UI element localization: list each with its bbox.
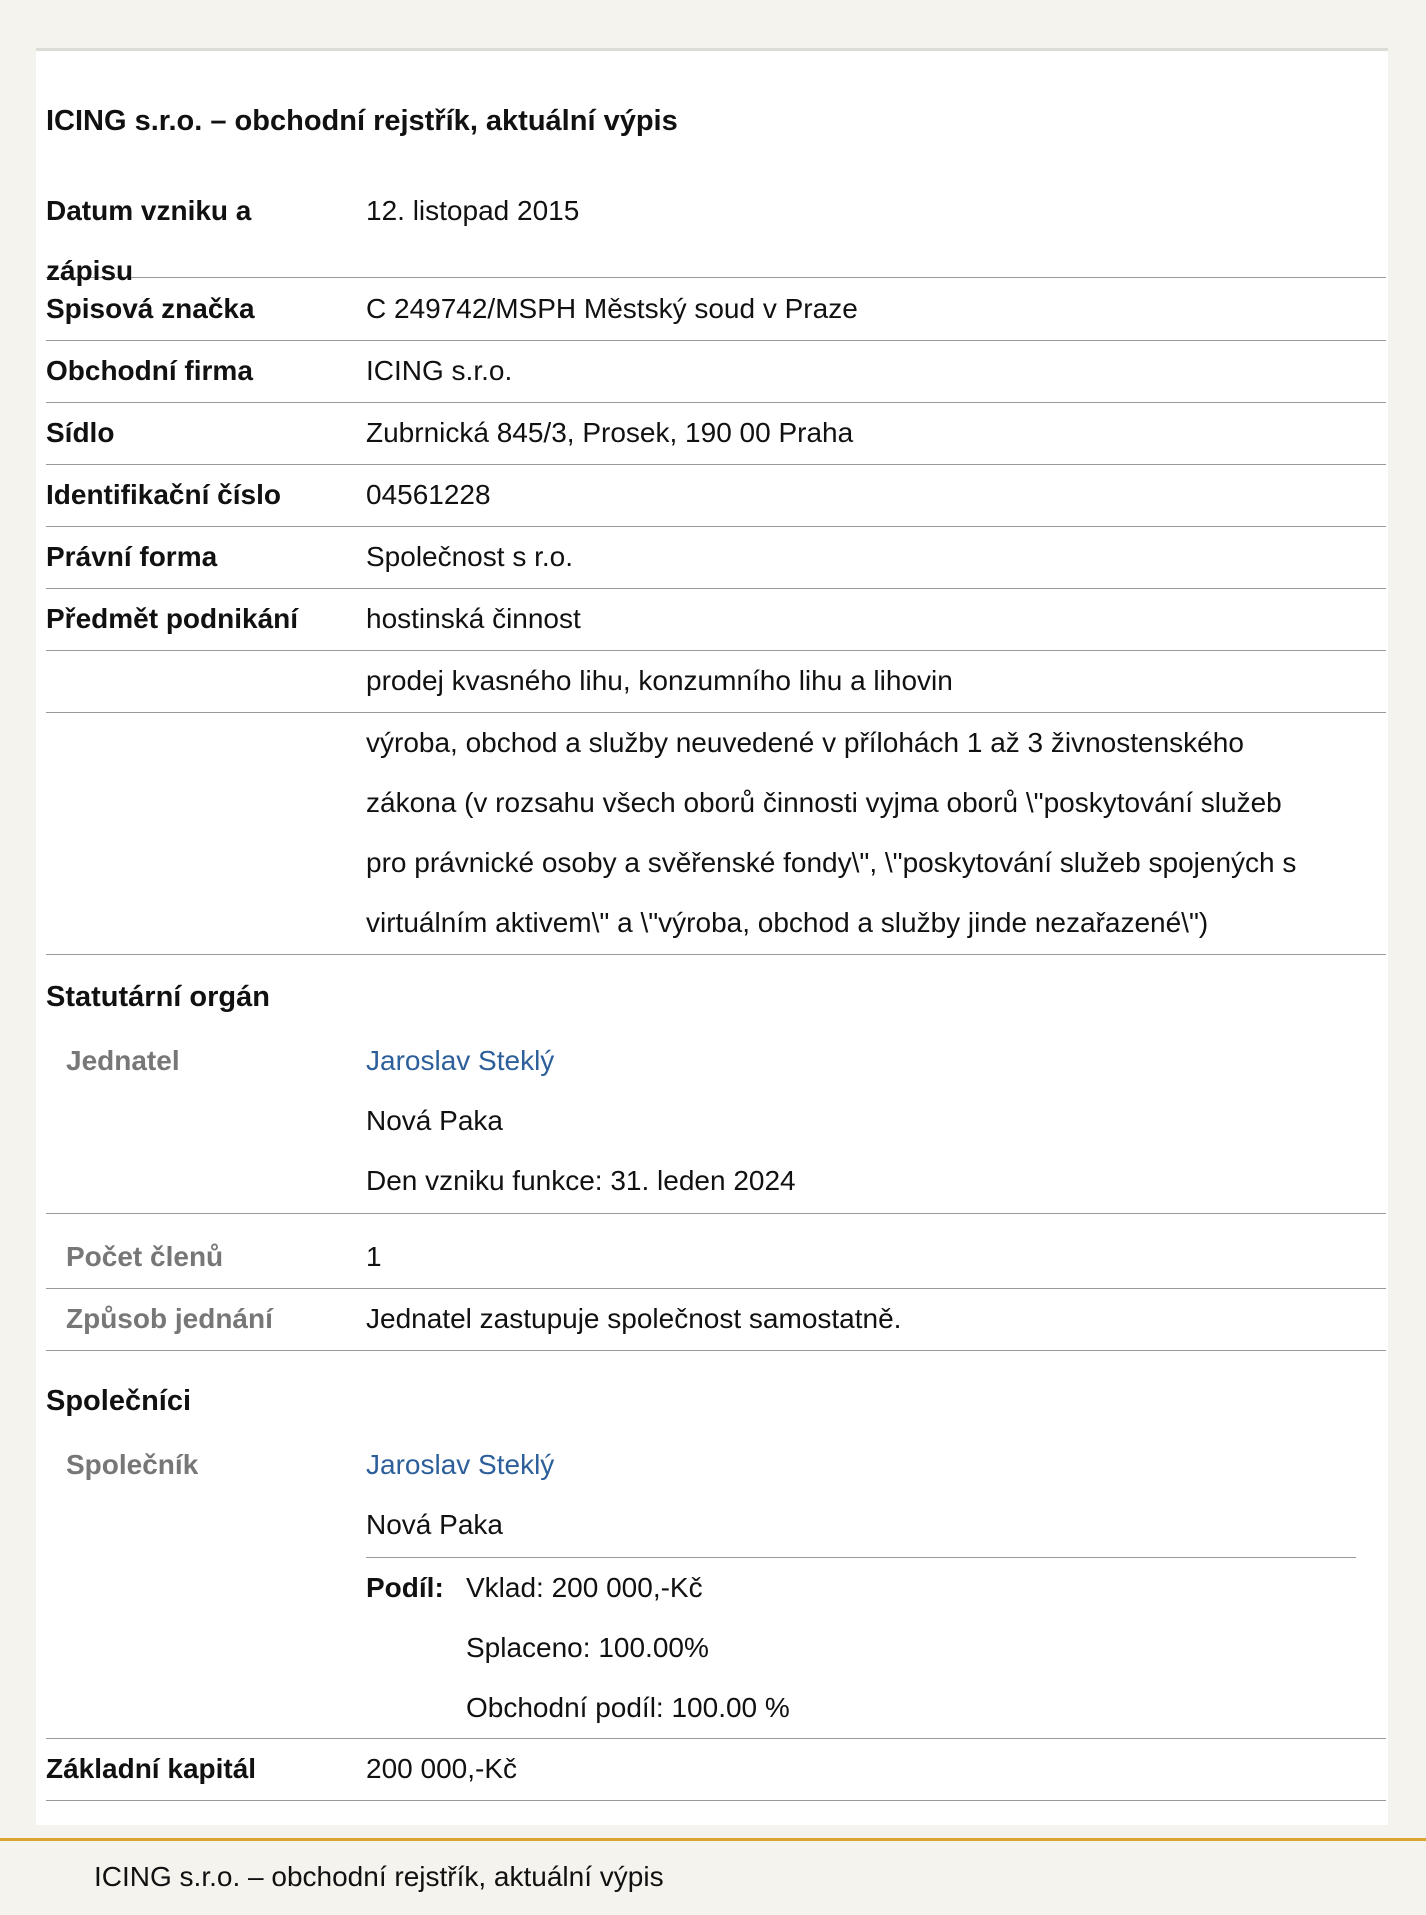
label-predmet-podnikani: Předmět podnikání bbox=[46, 603, 299, 634]
value-sidlo: Zubrnická 845/3, Prosek, 190 00 Praha bbox=[366, 417, 854, 448]
value-spisova-znacka: C 249742/MSPH Městský soud v Praze bbox=[366, 293, 858, 324]
label-datum-vzniku: Datum vzniku a zápisu bbox=[46, 195, 252, 286]
label-sidlo: Sídlo bbox=[46, 417, 115, 448]
section-spolecnici: Společníci bbox=[46, 1385, 192, 1417]
value-spolecnik bbox=[366, 1435, 1386, 1555]
podil-label: Podíl: bbox=[366, 1572, 444, 1603]
value-jednatel bbox=[366, 1031, 1386, 1211]
value-zpusob-jednani: Jednatel zastupuje společnost samostatně. bbox=[366, 1303, 902, 1334]
podil-values bbox=[466, 1558, 790, 1738]
podil-block bbox=[366, 1557, 1356, 1738]
row-ico bbox=[46, 465, 1386, 527]
jednatel-name-link[interactable]: Jaroslav Steklý bbox=[366, 1045, 555, 1076]
register-card bbox=[36, 48, 1388, 1825]
label-pravni-forma: Právní forma bbox=[46, 541, 218, 572]
label-jednatel: Jednatel bbox=[66, 1045, 180, 1076]
row-sidlo bbox=[46, 403, 1386, 465]
value-predmet-item: výroba, obchod a služby neuvedené v přílohách 1 až 3 živnostenského zákona (v rozsahu všech oborů činnosti vyjma oborů \"poskytování služeb pro právnické osoby a svěřenské fondy\", \"poskytování služeb spojených s virtuálním aktivem\" a \"výroba, obchod a služby jinde nezařazené\") bbox=[366, 727, 1297, 938]
label-obchodni-firma: Obchodní firma bbox=[46, 355, 253, 386]
row-jednatel bbox=[46, 1031, 1386, 1214]
row-predmet-3 bbox=[46, 713, 1386, 955]
value-predmet-item: hostinská činnost bbox=[366, 603, 581, 634]
value-ico: 04561228 bbox=[366, 479, 491, 510]
row-predmet-2 bbox=[46, 651, 1386, 713]
row-pravni-forma bbox=[46, 527, 1386, 589]
label-spisova-znacka: Spisová značka bbox=[46, 293, 255, 324]
row-datum-vzniku bbox=[46, 181, 1386, 286]
label-zpusob-jednani: Způsob jednání bbox=[66, 1303, 273, 1334]
podil-obchodni: Obchodní podíl: 100.00 % bbox=[466, 1692, 790, 1723]
row-pocet-clenu bbox=[46, 1227, 1386, 1289]
value-obchodni-firma: ICING s.r.o. bbox=[366, 355, 513, 386]
value-datum-vzniku: 12. listopad 2015 bbox=[366, 195, 580, 226]
section-statutarni-organ: Statutární orgán bbox=[46, 981, 270, 1013]
row-obchodni-firma bbox=[46, 341, 1386, 403]
row-zakladni-kapital bbox=[46, 1739, 1386, 1801]
row-predmet-1 bbox=[46, 589, 1386, 651]
page-footer bbox=[0, 1838, 1426, 1915]
value-predmet-item: prodej kvasného lihu, konzumního lihu a lihovin bbox=[366, 665, 953, 696]
row-spisova-znacka bbox=[46, 279, 1386, 341]
spolecnik-city: Nová Paka bbox=[366, 1509, 503, 1540]
value-pravni-forma: Společnost s r.o. bbox=[366, 541, 574, 572]
value-zakladni-kapital: 200 000,-Kč bbox=[366, 1753, 517, 1784]
podil-vklad: Vklad: 200 000,-Kč bbox=[466, 1572, 703, 1603]
row-zpusob-jednani bbox=[46, 1289, 1386, 1351]
label-ico: Identifikační číslo bbox=[46, 479, 281, 510]
label-spolecnik: Společník bbox=[66, 1449, 199, 1480]
jednatel-since: Den vzniku funkce: 31. leden 2024 bbox=[366, 1165, 796, 1196]
jednatel-city: Nová Paka bbox=[366, 1105, 503, 1136]
spolecnik-name-link[interactable]: Jaroslav Steklý bbox=[366, 1449, 555, 1480]
label-zakladni-kapital: Základní kapitál bbox=[46, 1753, 257, 1784]
footer-title: ICING s.r.o. – obchodní rejstřík, aktuální výpis bbox=[94, 1861, 664, 1892]
label-pocet-clenu: Počet členů bbox=[66, 1241, 224, 1272]
row-spolecnik bbox=[46, 1435, 1386, 1739]
value-pocet-clenu: 1 bbox=[366, 1241, 382, 1272]
podil-splaceno: Splaceno: 100.00% bbox=[466, 1632, 709, 1663]
page-title: ICING s.r.o. – obchodní rejstřík, aktuální výpis bbox=[46, 105, 678, 137]
